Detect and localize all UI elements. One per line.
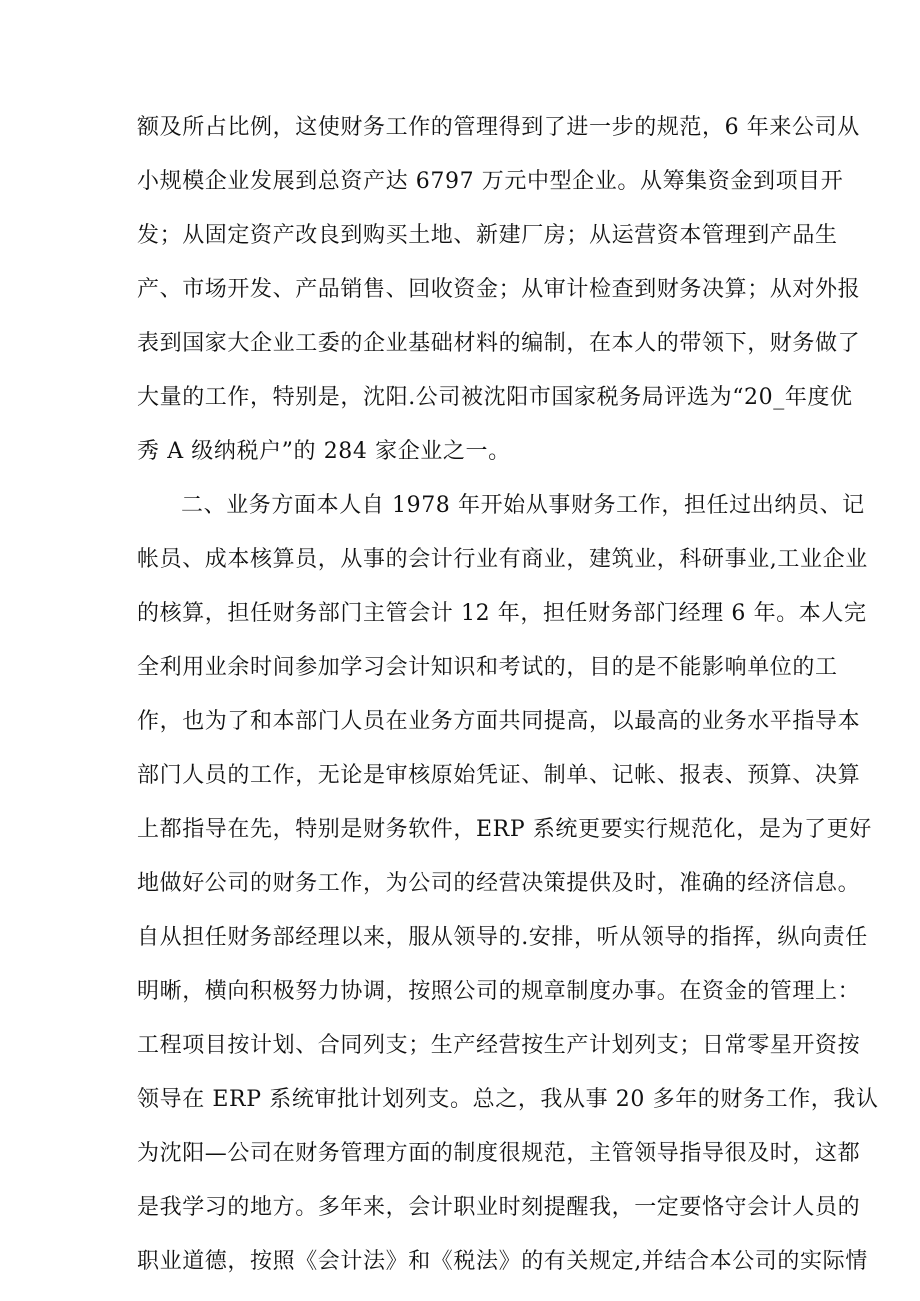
text-line: 大量的工作，特别是，沈阳.公司被沈阳市国家税务局评选为“20_年度优	[137, 385, 853, 410]
text-line: 领导在 ERP 系统审批计划列支。总之，我从事 20 多年的财务工作，我认	[137, 1087, 879, 1112]
text-line: 部门人员的工作，无论是审核原始凭证、制单、记帐、报表、预算、决算	[137, 763, 861, 788]
text-line: 作，也为了和本部门人员在业务方面共同提高，以最高的业务水平指导本	[137, 709, 861, 734]
text-line: 全利用业余时间参加学习会计知识和考试的，目的是不能影响单位的工	[137, 655, 838, 680]
text-line: 产、市场开发、产品销售、回收资金；从审计检查到财务决算；从对外报	[137, 277, 861, 302]
text-line: 二、业务方面本人自 1978 年开始从事财务工作，担任过出纳员、记	[181, 493, 865, 518]
text-line: 额及所占比例，这使财务工作的管理得到了进一步的规范，6 年来公司从	[137, 115, 860, 140]
text-line: 发；从固定资产改良到购买土地、新建厂房；从运营资本管理到产品生	[137, 223, 838, 248]
text-line: 明晰，横向积极努力协调，按照公司的规章制度办事。在资金的管理上：	[137, 979, 861, 1004]
text-line: 工程项目按计划、合同列支；生产经营按生产计划列支；日常零星开资按	[137, 1033, 861, 1058]
text-line: 表到国家大企业工委的企业基础材料的编制，在本人的带领下，财务做了	[137, 331, 861, 356]
text-line: 的核算，担任财务部门主管会计 12 年，担任财务部门经理 6 年。本人完	[137, 601, 867, 626]
text-line: 地做好公司的财务工作，为公司的经营决策提供及时，准确的经济信息。	[137, 871, 861, 896]
text-line: 为沈阳—公司在财务管理方面的制度很规范，主管领导指导很及时，这都	[137, 1141, 861, 1166]
text-line: 上都指导在先，特别是财务软件，ERP 系统更要实行规范化，是为了更好	[137, 817, 872, 842]
text-line: 小规模企业发展到总资产达 6797 万元中型企业。从筹集资金到项目开	[137, 169, 844, 194]
text-line: 是我学习的地方。多年来，会计职业时刻提醒我，一定要恪守会计人员的	[137, 1195, 861, 1220]
text-line: 帐员、成本核算员，从事的会计行业有商业，建筑业，科研事业,工业企业	[137, 547, 868, 572]
text-line: 自从担任财务部经理以来，服从领导的.安排，听从领导的指挥，纵向责任	[137, 925, 868, 950]
text-line: 职业道德，按照《会计法》和《税法》的有关规定,并结合本公司的实际情	[137, 1249, 868, 1274]
text-line: 秀 A 级纳税户”的 284 家企业之一。	[137, 439, 511, 464]
